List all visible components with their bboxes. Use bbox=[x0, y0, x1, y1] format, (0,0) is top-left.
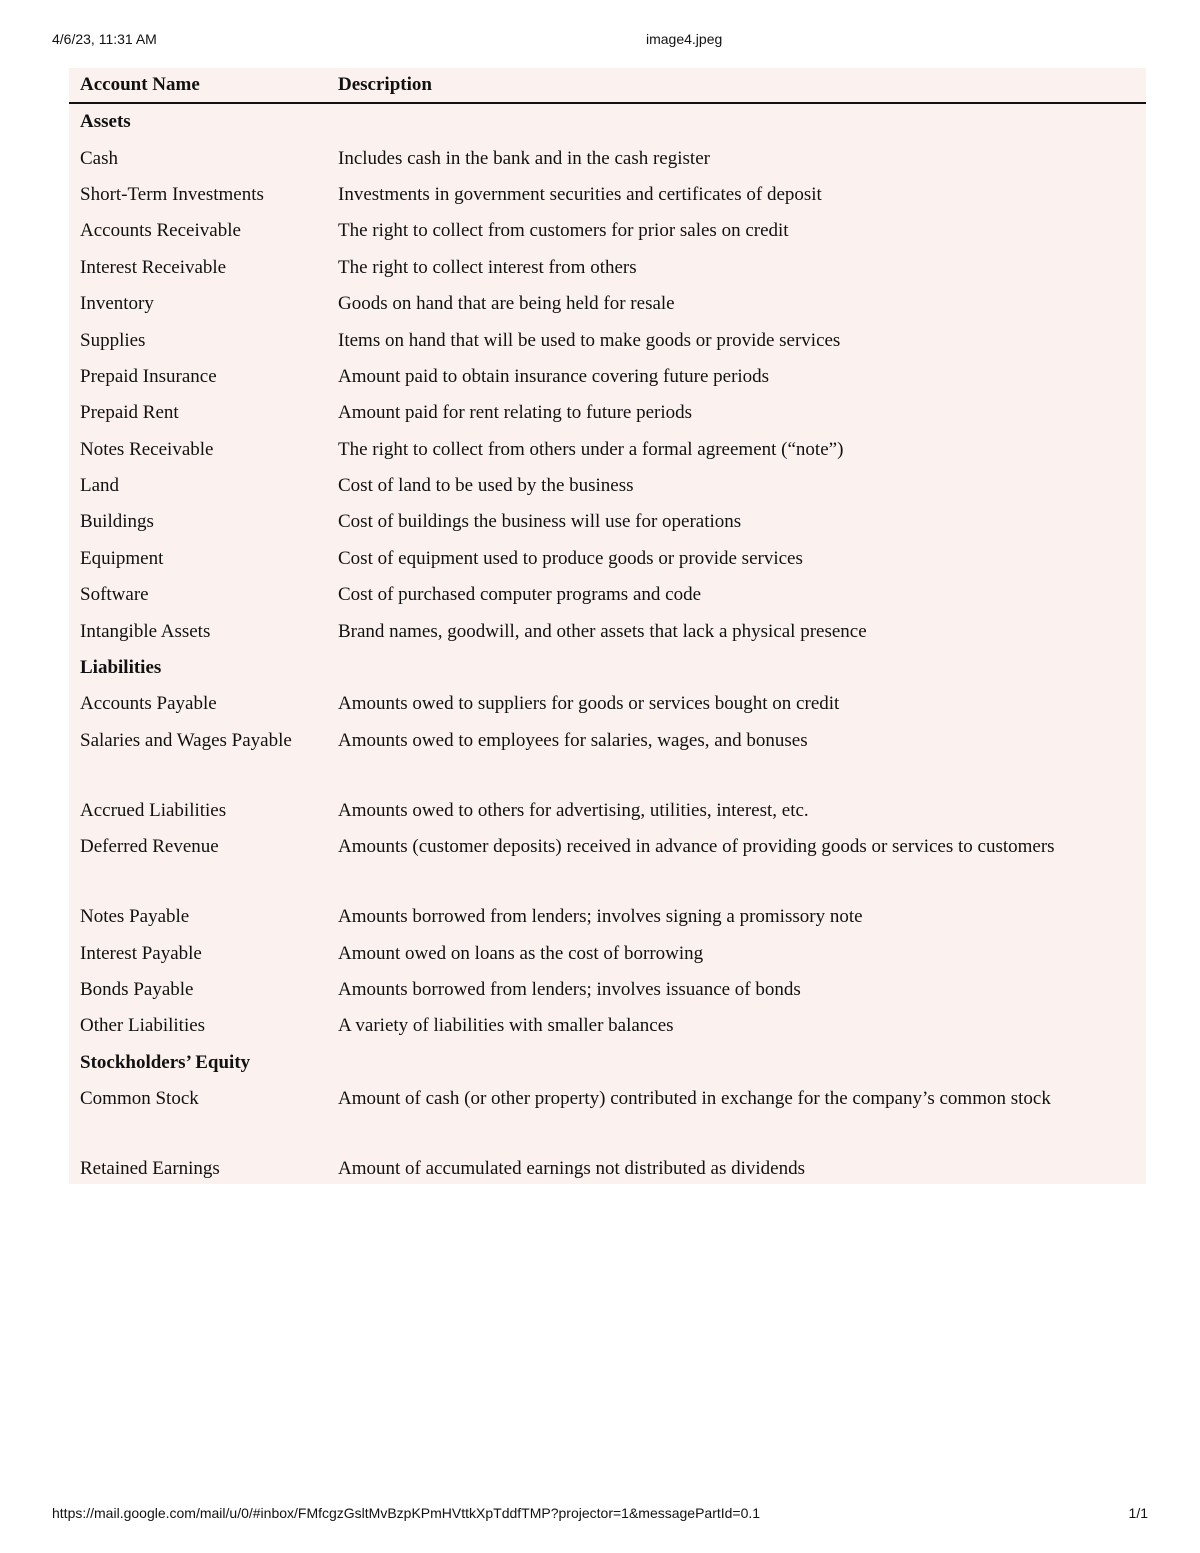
account-name: Accounts Payable bbox=[80, 693, 217, 715]
table-row bbox=[69, 395, 1146, 431]
account-name: Buildings bbox=[80, 511, 154, 533]
table-row bbox=[69, 1151, 1146, 1187]
account-description: Goods on hand that are being held for resale bbox=[338, 293, 675, 315]
account-name: Salaries and Wages Payable bbox=[80, 729, 292, 751]
section-title: Assets bbox=[80, 111, 131, 133]
account-description: Investments in government securities and certificates of deposit bbox=[338, 183, 822, 205]
print-datetime: 4/6/23, 11:31 AM bbox=[52, 31, 157, 47]
account-description: The right to collect from customers for prior sales on credit bbox=[338, 220, 789, 242]
account-name: Interest Payable bbox=[80, 942, 202, 964]
table-row bbox=[69, 899, 1146, 935]
section-row-liabilities bbox=[69, 650, 1146, 686]
table-row bbox=[69, 468, 1146, 504]
table-row bbox=[69, 504, 1146, 540]
section-title: Liabilities bbox=[80, 657, 162, 679]
account-description: Includes cash in the bank and in the cash register bbox=[338, 147, 710, 169]
table-row bbox=[69, 972, 1146, 1008]
account-name: Supplies bbox=[80, 329, 146, 351]
account-name: Prepaid Insurance bbox=[80, 365, 217, 387]
column-header-description: Description bbox=[338, 74, 432, 95]
account-description: A variety of liabilities with smaller balances bbox=[338, 1015, 674, 1037]
table-row bbox=[69, 1008, 1146, 1044]
table-row bbox=[69, 322, 1146, 358]
account-description: Amounts owed to others for advertising, utilities, interest, etc. bbox=[338, 799, 809, 821]
table-row bbox=[69, 250, 1146, 286]
print-filename: image4.jpeg bbox=[646, 31, 723, 47]
account-description: Amount paid to obtain insurance covering future periods bbox=[338, 365, 770, 387]
account-description: Cost of buildings the business will use for operations bbox=[338, 511, 742, 533]
print-header bbox=[52, 31, 1148, 49]
account-name: Accrued Liabilities bbox=[80, 799, 227, 821]
account-description: Amounts (customer deposits) received in advance of providing goods or services to customers bbox=[338, 836, 1055, 858]
account-description: Brand names, goodwill, and other assets that lack a physical presence bbox=[338, 620, 867, 642]
table-row bbox=[69, 286, 1146, 322]
account-name: Intangible Assets bbox=[80, 620, 211, 642]
account-name: Retained Earnings bbox=[80, 1158, 220, 1180]
chart-of-accounts-table bbox=[69, 68, 1146, 1187]
account-description: Amount owed on loans as the cost of borrowing bbox=[338, 942, 704, 964]
account-description: Amounts owed to suppliers for goods or services bought on credit bbox=[338, 693, 840, 715]
account-description: The right to collect interest from others bbox=[338, 256, 637, 278]
account-description: The right to collect from others under a formal agreement (“note”) bbox=[338, 438, 844, 460]
account-name: Common Stock bbox=[80, 1087, 199, 1109]
section-title: Stockholders’ Equity bbox=[80, 1051, 251, 1073]
section-row-assets bbox=[69, 103, 1146, 140]
table-row bbox=[69, 1081, 1146, 1151]
print-url: https://mail.google.com/mail/u/0/#inbox/FMfcgzGsltMvBzpKPmHVttkXpTddfTMP?projector=1&messagePartId=0.1 bbox=[52, 1505, 761, 1521]
table-row bbox=[69, 177, 1146, 213]
section-row-stockholders-equity bbox=[69, 1045, 1146, 1081]
account-name: Interest Receivable bbox=[80, 256, 227, 278]
table-row bbox=[69, 541, 1146, 577]
table-row bbox=[69, 793, 1146, 829]
print-page-number: 1/1 bbox=[1128, 1505, 1148, 1521]
table-row bbox=[69, 213, 1146, 249]
account-name: Cash bbox=[80, 147, 118, 169]
account-name: Prepaid Rent bbox=[80, 402, 179, 424]
account-name: Inventory bbox=[80, 293, 154, 315]
account-name: Accounts Receivable bbox=[80, 220, 241, 242]
account-description: Amounts borrowed from lenders; involves issuance of bonds bbox=[338, 979, 801, 1000]
account-description: Amounts owed to employees for salaries, wages, and bonuses bbox=[338, 729, 808, 751]
account-name: Notes Payable bbox=[80, 906, 190, 928]
account-name: Bonds Payable bbox=[80, 979, 194, 1000]
table-row bbox=[69, 829, 1146, 899]
account-name: Notes Receivable bbox=[80, 438, 214, 460]
account-name: Software bbox=[80, 584, 149, 606]
account-description: Cost of equipment used to produce goods or provide services bbox=[338, 547, 803, 569]
account-name: Land bbox=[80, 475, 120, 497]
account-description: Amount paid for rent relating to future periods bbox=[338, 402, 693, 424]
print-footer bbox=[52, 1505, 1148, 1523]
table-header-row bbox=[69, 68, 1146, 103]
table-row bbox=[69, 577, 1146, 613]
document-image bbox=[69, 68, 1146, 1184]
table-row bbox=[69, 723, 1146, 793]
table-row bbox=[69, 140, 1146, 176]
table-row bbox=[69, 359, 1146, 395]
account-name: Equipment bbox=[80, 547, 164, 569]
account-description: Items on hand that will be used to make goods or provide services bbox=[338, 329, 841, 351]
account-description: Amount of accumulated earnings not distributed as dividends bbox=[338, 1158, 805, 1180]
table-row bbox=[69, 432, 1146, 468]
account-description: Cost of purchased computer programs and code bbox=[338, 584, 702, 606]
account-name: Short-Term Investments bbox=[80, 183, 264, 205]
account-description: Amounts borrowed from lenders; involves signing a promissory note bbox=[338, 906, 863, 928]
table-row bbox=[69, 935, 1146, 971]
table-row bbox=[69, 686, 1146, 722]
account-name: Deferred Revenue bbox=[80, 836, 219, 858]
account-description: Cost of land to be used by the business bbox=[338, 475, 634, 497]
table-row bbox=[69, 613, 1146, 649]
column-header-account-name: Account Name bbox=[80, 74, 200, 95]
account-description: Amount of cash (or other property) contributed in exchange for the company’s common stock bbox=[338, 1087, 1051, 1109]
account-name: Other Liabilities bbox=[80, 1015, 206, 1037]
